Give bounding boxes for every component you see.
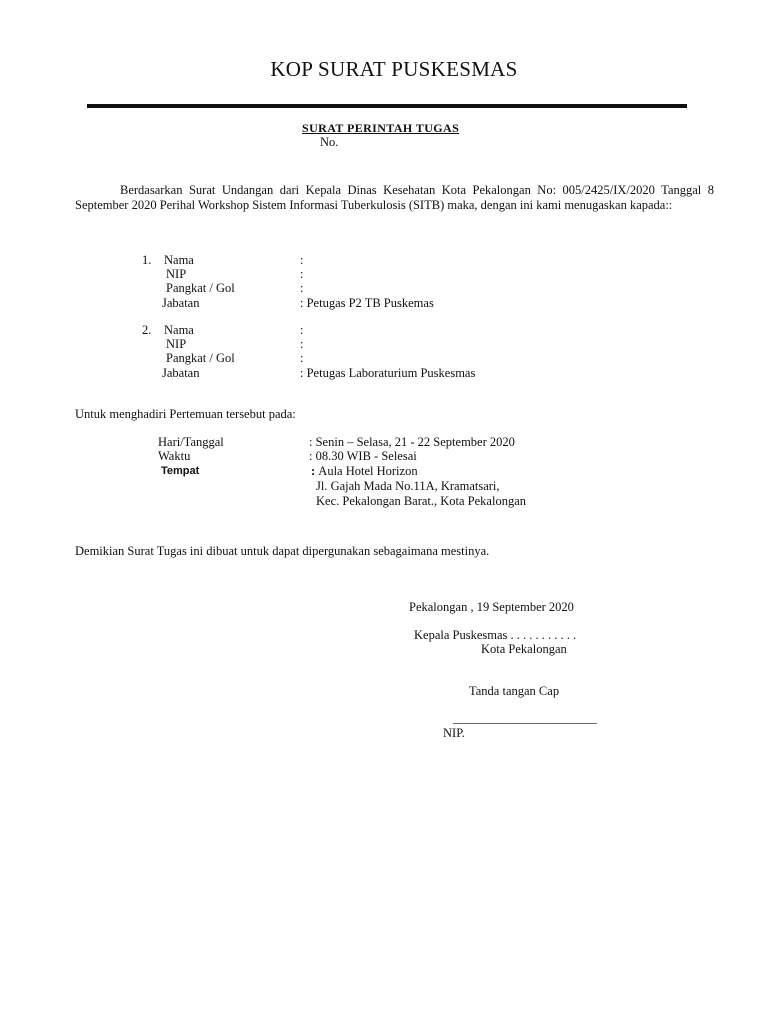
meeting-address-line1: Jl. Gajah Mada No.11A, Kramatsari, [316, 479, 500, 493]
intro-paragraph [75, 183, 714, 212]
meeting-time-value: : 08.30 WIB - Selesai [309, 449, 417, 463]
meeting-intro: Untuk menghadiri Pertemuan tersebut pada: [75, 407, 296, 421]
meeting-place-name: Aula Hotel Horizon [318, 464, 418, 478]
assignee-nama-value: : [300, 323, 304, 337]
assignee-pangkat-label: Pangkat / Gol [166, 351, 235, 365]
assignee-nip-label: NIP [166, 267, 187, 281]
meeting-place-colon: : [311, 464, 319, 478]
signature-place-date: Pekalongan , 19 September 2020 [409, 600, 574, 614]
assignee-nama-label: Nama [164, 323, 194, 337]
meeting-place-value [311, 464, 418, 478]
assignee-nip-value: : [300, 267, 304, 281]
letter-number: No. [320, 135, 339, 149]
assignee-nip-value: : [300, 337, 304, 351]
assignee-nama-value: : [300, 253, 304, 267]
letter-title: SURAT PERINTAH TUGAS [302, 121, 460, 135]
assignee-nip-label: NIP [166, 337, 187, 351]
meeting-day-value: : Senin – Selasa, 21 - 22 September 2020 [309, 435, 515, 449]
signature-line: _______________________ [453, 711, 597, 725]
assignee-jabatan-label: Jabatan [162, 296, 200, 310]
assignee-number: 1. [142, 253, 152, 267]
meeting-place-label: Tempat [161, 465, 200, 477]
meeting-address-line2: Kec. Pekalongan Barat., Kota Pekalongan [316, 494, 527, 508]
letterhead-title: KOP SURAT PUSKESMAS [270, 57, 518, 81]
signature-city: Kota Pekalongan [481, 642, 567, 656]
intro-paragraph-text: Berdasarkan Surat Undangan dari Kepala Dinas Kesehatan Kota Pekalongan No: 005/2425/IX/2020 Tanggal 8 September 2020 Perihal Workshop Sistem Informasi Tuberkulosis (SITB) maka, dengan ini kami menugaskan kapada:: [75, 183, 714, 212]
meeting-time-label: Waktu [158, 449, 191, 463]
assignee-nama-label: Nama [164, 253, 194, 267]
signature-placeholder: Tanda tangan Cap [469, 684, 560, 698]
signature-position: Kepala Puskesmas . . . . . . . . . . . [414, 628, 577, 642]
assignee-number: 2. [142, 323, 152, 337]
assignee-jabatan-value: : Petugas P2 TB Puskemas [300, 296, 434, 310]
closing-text: Demikian Surat Tugas ini dibuat untuk dapat dipergunakan sebagaimana mestinya. [75, 544, 490, 558]
assignee-pangkat-value: : [300, 281, 304, 295]
assignee-pangkat-value: : [300, 351, 304, 365]
assignee-pangkat-label: Pangkat / Gol [166, 281, 235, 295]
meeting-day-label: Hari/Tanggal [158, 435, 224, 449]
assignee-jabatan-label: Jabatan [162, 366, 200, 380]
signature-nip: NIP. [443, 726, 465, 740]
letterhead-rule [87, 104, 687, 108]
assignee-jabatan-value: : Petugas Laboraturium Puskesmas [300, 366, 476, 380]
